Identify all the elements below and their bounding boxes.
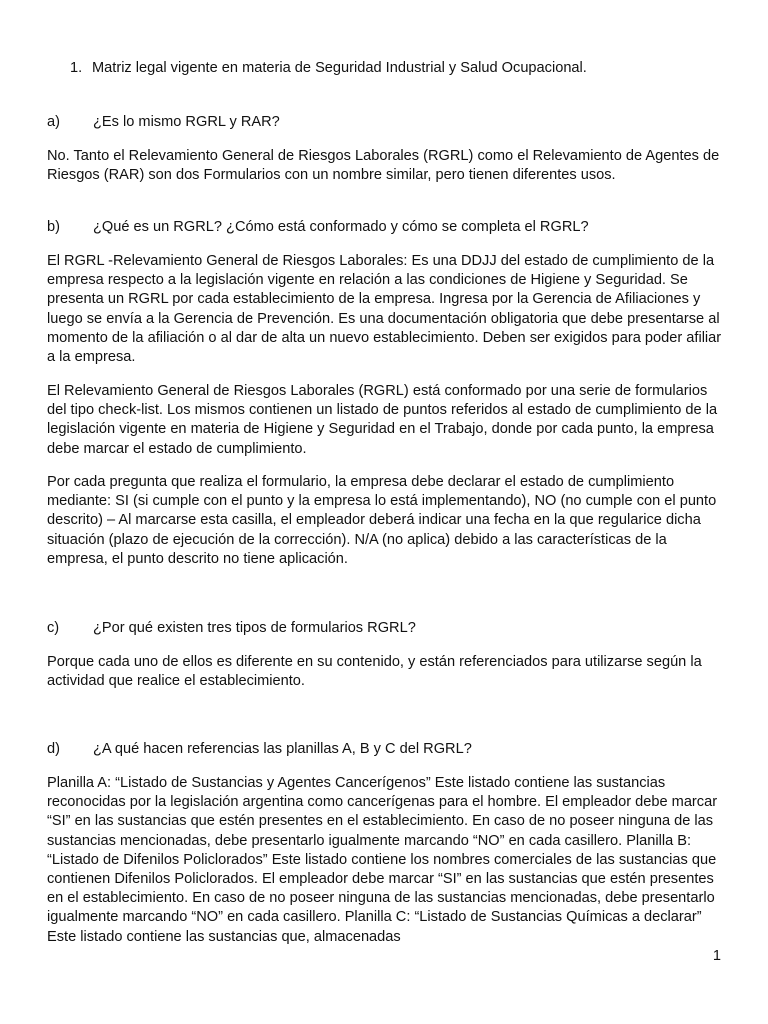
question-text: ¿A qué hacen referencias las planillas A, B y C del RGRL?: [93, 741, 472, 757]
answer-d-paragraph: Planilla A: “Listado de Sustancias y Agentes Cancerígenos” Este listado contiene las sustancias reconocidas por la legislación argentina como cancerígenas para el hombre. El empleador debe marcar “SI” en las sustancias que estén presentes en el establecimiento. En caso de no poseer ninguna de las sustancias mencionadas, debe presentarlo igualmente marcando “NO” en cada casillero. Planilla B: “Listado de Difenilos Policlorados” Este listado contiene los nombres comerciales de las sustancias que contienen Difenilos Policlorados. El empleador debe marcar “SI” en las sustancias que estén presentes en el establecimiento. En caso de no poseer ninguna de las sustancias mencionadas, debe presentarlo igualmente marcando “NO” en cada casillero. Planilla C: “Listado de Sustancias Químicas a declarar” Este listado contiene las sustancias que, almacenadas: [47, 775, 718, 945]
question-letter: b): [47, 219, 60, 235]
document-heading: [70, 59, 710, 78]
answer-b-paragraph-2: El Relevamiento General de Riesgos Laborales (RGRL) está conformado por una serie de formularios del tipo check-list. Los mismos contienen un listado de puntos referidos al estado de cumplimiento de la legislación vigente en materia de Higiene y Seguridad en el Trabajo, donde por cada punto, la empresa debe marcar el estado de cumplimiento.: [47, 383, 718, 457]
page-number: 1: [712, 948, 721, 964]
question-b: [47, 218, 727, 237]
answer-c-paragraph: Porque cada uno de ellos es diferente en su contenido, y están referenciados para utilizarse según la actividad que realice el establecimiento.: [47, 654, 702, 690]
answer-a-paragraph: No. Tanto el Relevamiento General de Riesgos Laborales (RGRL) como el Relevamiento de Agentes de Riesgos (RAR) son dos Formularios con un nombre similar, pero tienen diferentes usos.: [47, 148, 720, 184]
heading-number: 1.: [70, 60, 83, 76]
answer-b-paragraph-1: El RGRL -Relevamiento General de Riesgos Laborales: Es una DDJJ del estado de cumplimiento de la empresa respecto a la legislación vigente en relación a las condiciones de Higiene y Seguridad. Se presenta un RGRL por cada establecimiento de la empresa. Ingresa por la Gerencia de Afiliaciones y luego se envía a la Gerencia de Prevención. Es una documentación obligatoria que debe presentarse al momento de la afiliación o al dar de alta un nuevo establecimiento. Deben ser exigidos para poder afiliar a la empresa.: [47, 253, 722, 366]
question-text: ¿Es lo mismo RGRL y RAR?: [93, 114, 280, 130]
question-text: ¿Por qué existen tres tipos de formularios RGRL?: [93, 620, 416, 636]
question-d: [47, 740, 727, 759]
question-text: ¿Qué es un RGRL? ¿Cómo está conformado y cómo se completa el RGRL?: [93, 219, 589, 235]
question-letter: a): [47, 114, 60, 130]
question-c: [47, 619, 727, 638]
question-letter: c): [47, 620, 60, 636]
heading-text: Matriz legal vigente en materia de Seguridad Industrial y Salud Ocupacional.: [92, 60, 587, 76]
answer-b-paragraph-3: Por cada pregunta que realiza el formulario, la empresa debe declarar el estado de cumplimiento mediante: SI (si cumple con el punto y la empresa lo está implementando), NO (no cumple con el punto descrito) – Al marcarse esta casilla, el empleador deberá indicar una fecha en la que regularice dicha situación (plazo de ejecución de la corrección). N/A (no aplica) debido a las características de la empresa, el punto descrito no tiene aplicación.: [47, 474, 717, 567]
question-a: [47, 113, 727, 132]
question-letter: d): [47, 741, 60, 757]
